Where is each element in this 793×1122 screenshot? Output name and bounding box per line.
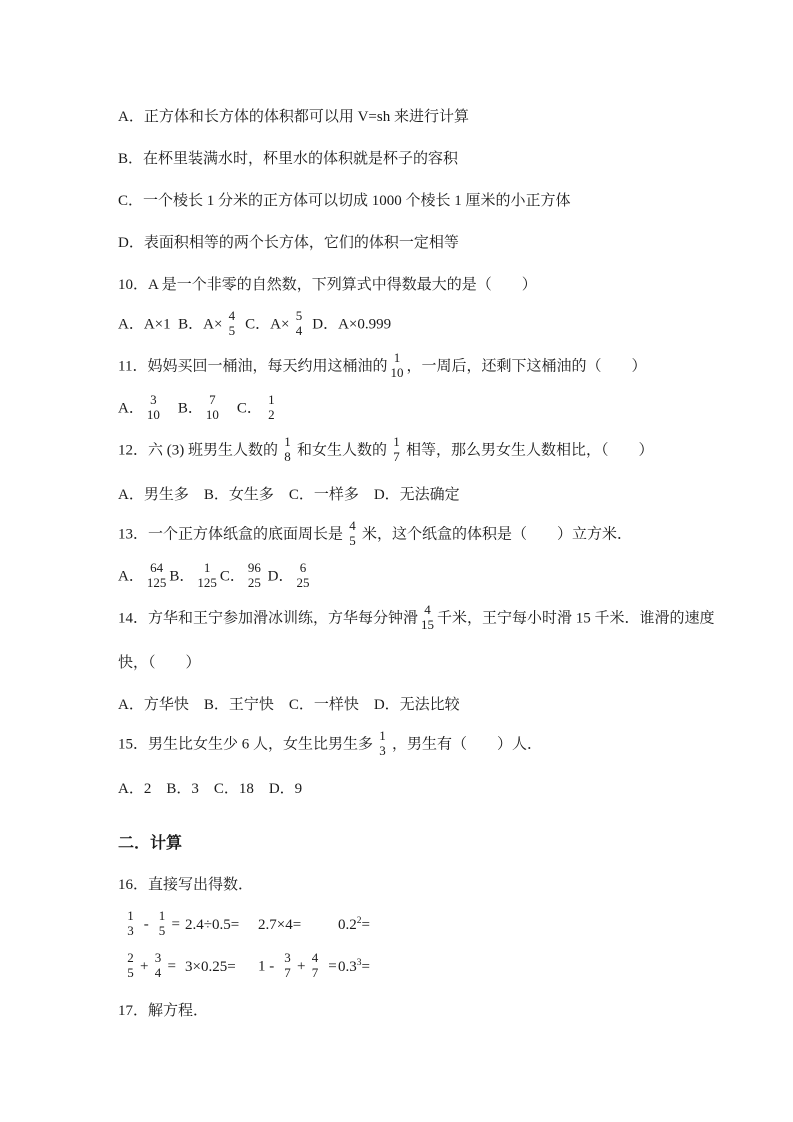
fraction (390, 435, 403, 465)
q16-row-1-item-3 (258, 917, 338, 934)
fraction (248, 561, 261, 591)
fraction-denominator: 5 (158, 923, 166, 938)
fraction (292, 309, 305, 339)
q15-stem (118, 724, 753, 766)
text-run: 0.3 (338, 958, 357, 975)
text-run: A． (118, 400, 144, 417)
fraction-denominator: 15 (421, 617, 435, 632)
text-run: A．男生多 B．女生多 C．一样多 D．无法确定 (118, 486, 460, 503)
text-run: A．2 B．3 C．18 D．9 (118, 780, 303, 797)
fraction-denominator: 10 (390, 365, 404, 380)
fraction-numerator: 1 (268, 392, 275, 408)
text-run: = (167, 958, 176, 975)
text-run: + (140, 958, 149, 975)
text-run: 10．A 是一个非零的自然数，下列算式中得数最大的是（ ） (118, 276, 537, 293)
fraction (151, 951, 164, 981)
fraction-denominator: 3 (379, 743, 386, 758)
fraction (156, 909, 169, 939)
text-run: D．表面积相等的两个长方体，它们的体积一定相等 (118, 234, 459, 251)
fraction-denominator: 7 (311, 965, 319, 980)
fraction (281, 951, 294, 981)
line-content (118, 604, 715, 634)
q9-option-b (118, 136, 753, 178)
text-run: 1 - (258, 958, 278, 975)
q15-options (118, 766, 753, 808)
fraction-denominator: 10 (205, 407, 219, 422)
fraction-denominator: 3 (127, 923, 134, 938)
fraction-numerator: 7 (209, 392, 216, 408)
q13-stem (118, 514, 753, 556)
text-run: C．A× (241, 316, 290, 333)
fraction-numerator: 1 (379, 728, 386, 744)
fraction (124, 951, 137, 981)
q10-stem (118, 262, 753, 304)
q11-stem (118, 346, 753, 388)
line-content (118, 436, 654, 466)
q12-options (118, 472, 753, 514)
q16-row-1-item-2 (185, 917, 258, 934)
fraction (265, 393, 278, 423)
text-run: 2.4÷0.5= (185, 916, 240, 933)
fraction-denominator: 8 (284, 449, 291, 464)
fraction (225, 309, 238, 339)
text-run: B．在杯里装满水时，杯里水的体积就是杯子的容积 (118, 150, 459, 167)
text-run: 3×0.25= (185, 958, 236, 975)
fraction-numerator: 1 (393, 434, 400, 450)
fraction-denominator: 5 (349, 533, 356, 548)
q11-options (118, 388, 753, 430)
line-content (118, 999, 208, 1020)
fraction-numerator: 1 (203, 560, 211, 576)
q17-stem (118, 988, 753, 1030)
fraction-numerator: 64 (150, 560, 164, 576)
q16-row-2 (118, 946, 753, 988)
q14-stem-line-2 (118, 640, 753, 682)
text-run: 相等，那么男女生人数相比，（ ） (406, 442, 654, 459)
q16-row-1-item-1 (121, 910, 185, 940)
q9-option-d (118, 220, 753, 262)
fraction-numerator: 6 (299, 560, 307, 576)
text-run: A． (118, 568, 144, 585)
text-run: B． (162, 400, 203, 417)
text-run: 15．男生比女生少 6 人，女生比男生多 (118, 736, 374, 753)
line-content (118, 562, 312, 592)
text-run: 0.2 (338, 916, 357, 933)
fraction-denominator: 5 (127, 965, 134, 980)
fraction (197, 561, 217, 591)
text-run: ，一周后，还剩下这桶油的（ ） (406, 358, 647, 375)
text-run: = (361, 916, 370, 933)
text-run: C．一个棱长 1 分米的正方体可以切成 1000 个棱长 1 厘米的小正方体 (118, 192, 571, 209)
fraction (376, 729, 389, 759)
fraction-numerator: 1 (158, 908, 166, 924)
text-run: 米，这个纸盒的体积是（ ）立方米． (362, 526, 633, 543)
line-content (118, 873, 253, 894)
text-run: + (297, 958, 306, 975)
fraction-denominator: 7 (284, 965, 291, 980)
fraction-numerator: 4 (311, 950, 319, 966)
fraction (281, 435, 294, 465)
q9-option-a (118, 94, 753, 136)
text-run: = (171, 916, 180, 933)
fraction-denominator: 4 (295, 323, 303, 338)
fraction-numerator: 2 (127, 950, 134, 966)
fraction (147, 561, 167, 591)
section-2-heading (118, 820, 753, 862)
fraction-denominator: 25 (247, 575, 261, 590)
q14-options (118, 682, 753, 724)
text-run: 2.7×4= (258, 916, 302, 933)
line-content (118, 231, 459, 252)
fraction-denominator: 2 (268, 407, 275, 422)
line-content (118, 483, 460, 504)
text-run: A．方华快 B．王宁快 C．一样快 D．无法比较 (118, 696, 460, 713)
text-run: 快，（ ） (118, 654, 201, 671)
fraction-numerator: 3 (154, 950, 162, 966)
text-run: D． (263, 568, 294, 585)
line-content (118, 693, 460, 714)
q9-option-c (118, 178, 753, 220)
q16-row-1-item-4 (338, 917, 753, 934)
line-content (118, 394, 281, 424)
fraction-numerator: 4 (349, 518, 356, 534)
line-content (118, 730, 542, 760)
text-run: D．A×0.999 (308, 316, 392, 333)
fraction-numerator: 3 (150, 392, 157, 408)
q10-options (118, 304, 753, 346)
text-run: B． (169, 568, 195, 585)
line-content (118, 189, 571, 210)
text-run: C． (219, 568, 245, 585)
superscript-exponent: 3 (356, 957, 362, 968)
fraction-numerator: 1 (284, 434, 291, 450)
line-content (118, 520, 632, 550)
fraction-numerator: 1 (393, 350, 401, 366)
q16-row-1 (118, 904, 753, 946)
q16-row-2-item-4 (338, 959, 753, 976)
fraction-denominator: 10 (146, 407, 160, 422)
q16-row-2-item-2 (185, 959, 258, 976)
fraction-denominator: 125 (146, 575, 167, 590)
superscript-exponent: 2 (356, 915, 362, 926)
line-content (118, 352, 646, 382)
fraction (206, 393, 219, 423)
fraction-denominator: 25 (296, 575, 310, 590)
text-run: A．A×1 B．A× (118, 316, 223, 333)
fraction-numerator: 5 (295, 308, 303, 324)
text-run: 14．方华和王宁参加滑冰训练，方华每分钟滑 (118, 610, 419, 627)
fraction (346, 519, 359, 549)
fraction-numerator: 4 (228, 308, 236, 324)
q16-row-2-item-1 (121, 952, 185, 982)
q12-stem (118, 430, 753, 472)
fraction (124, 909, 137, 939)
text-run: 二．计算 (118, 834, 183, 852)
fraction-denominator: 7 (393, 449, 400, 464)
text-run: - (140, 916, 153, 933)
q14-stem-line-1 (118, 598, 753, 640)
line-content (118, 777, 302, 798)
fraction-numerator: 96 (247, 560, 261, 576)
line-content (118, 651, 201, 672)
fraction (390, 351, 403, 381)
q16-row-2-item-3 (258, 952, 338, 982)
text-run: 17．解方程． (118, 1002, 209, 1019)
fraction (308, 951, 321, 981)
text-run: 11．妈妈买回一桶油，每天约用这桶油的 (118, 358, 388, 375)
line-content (118, 273, 537, 294)
text-run: = (324, 958, 337, 975)
line-content (118, 105, 469, 126)
text-run: 和女生人数的 (297, 442, 388, 459)
fraction-denominator: 4 (154, 965, 162, 980)
line-content (118, 147, 458, 168)
text-run: 16．直接写出得数． (118, 876, 254, 893)
fraction (296, 561, 309, 591)
text-run: 12．六 (3) 班男生人数的 (118, 442, 278, 459)
fraction-denominator: 5 (228, 323, 236, 338)
text-run: 13．一个正方体纸盒的底面周长是 (118, 526, 344, 543)
text-run: ，男生有（ ）人． (392, 736, 543, 753)
text-run: = (361, 958, 370, 975)
fraction (147, 393, 160, 423)
q16-stem (118, 862, 753, 904)
text-run: C． (221, 400, 262, 417)
fraction-numerator: 1 (127, 908, 134, 924)
q13-options (118, 556, 753, 598)
line-content (118, 830, 182, 853)
fraction-numerator: 3 (284, 950, 291, 966)
fraction (421, 603, 434, 633)
line-content (118, 310, 391, 340)
text-run: 千米，王宁每小时滑 15 千米．谁滑的速度 (437, 610, 715, 627)
text-run: A．正方体和长方体的体积都可以用 V=sh 来进行计算 (118, 108, 469, 125)
fraction-numerator: 4 (424, 602, 431, 618)
fraction-denominator: 125 (197, 575, 217, 590)
